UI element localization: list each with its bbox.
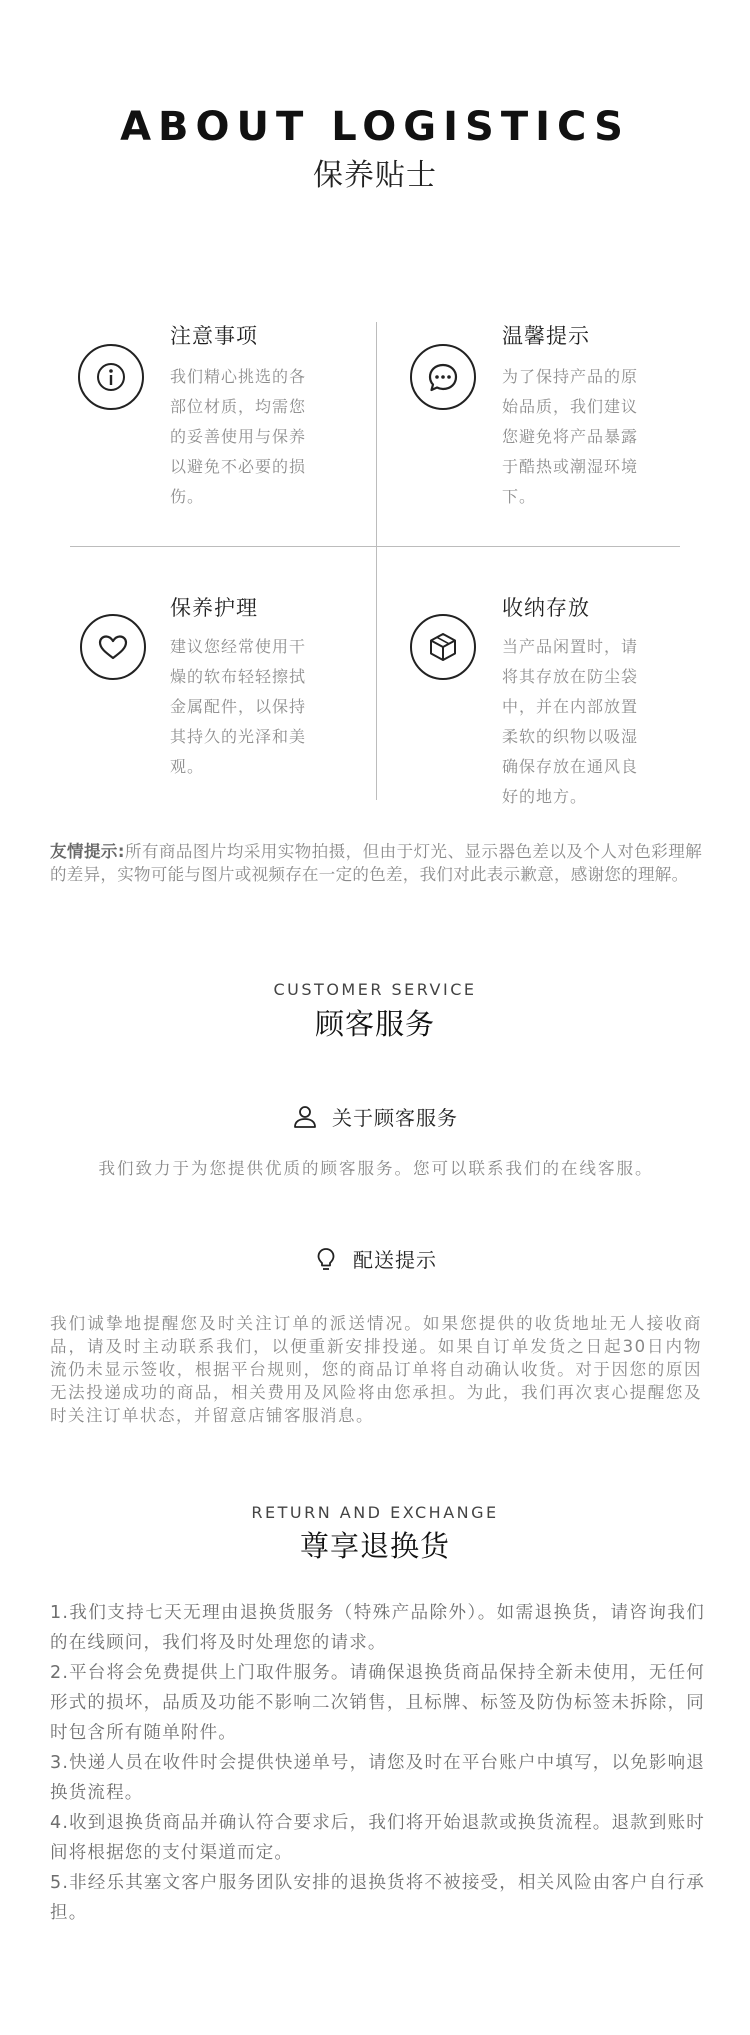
info-icon: [78, 344, 144, 410]
returns-item-3: 3.快递人员在收件时会提供快递单号，请您及时在平台账户中填写，以免影响退换货流程。: [50, 1753, 705, 1803]
heart-icon: [80, 614, 146, 680]
page-title-cn: 保养贴士: [313, 158, 437, 193]
person-icon: [292, 1104, 318, 1130]
cell-body-storage: 当产品闲置时，请 将其存放在防尘袋 中，并在内部放置 柔软的织物以吸湿 确保存放在通风良 好的地方。: [502, 637, 639, 806]
friendly-tip-label: 友情提示:: [50, 842, 125, 861]
delivery-text: 我们诚挚地提醒您及时关注订单的派送情况。如果您提供的收货地址无人接收商品，请及时主动联系我们，以便重新安排投递。如果自订单发货之日起30日内物流仍未显示签收，根据平台规则，您的商品订单将自动确认收货。对于因您的原因无法投递成功的商品，相关费用及风险将由您承担。为此，我们再次衷心提醒您及时关注订单状态，并留意店铺客服消息。: [50, 1314, 702, 1425]
cell-body-tips: 为了保持产品的原 始品质，我们建议 您避免将产品暴露 于酷热或潮湿环境 下。: [502, 367, 639, 506]
about-service-text: 我们致力于为您提供优质的顾客服务。您可以联系我们的在线客服。: [98, 1159, 654, 1178]
about-service-heading: [0, 1102, 750, 1131]
cell-body-care: 建议您经常使用干 燥的软布轻轻擦拭 金属配件，以保持 其持久的光泽和美 观。: [170, 637, 307, 776]
page-title-en: ABOUT LOGISTICS: [120, 104, 630, 150]
cell-title-storage: 收纳存放: [502, 596, 590, 620]
box-icon: [410, 614, 476, 680]
friendly-tip-text: 所有商品图片均采用实物拍摄，但由于灯光、显示器色差以及个人对色彩理解的差异，实物可能与图片或视频存在一定的色差，我们对此表示歉意，感谢您的理解。: [50, 842, 702, 884]
cell-title-tips: 温馨提示: [502, 324, 590, 348]
returns-item-1: 1.我们支持七天无理由退换货服务（特殊产品除外）。如需退换货，请咨询我们的在线顾问，我们将及时处理您的请求。: [50, 1603, 705, 1653]
returns-title-cn: 尊享退换货: [299, 1529, 450, 1563]
cell-title-care: 保养护理: [170, 596, 258, 620]
returns-title-en: RETURN AND EXCHANGE: [251, 1503, 499, 1522]
cell-body-notice: 我们精心挑选的各 部位材质，均需您 的妥善使用与保养 以避免不必要的损 伤。: [170, 367, 307, 506]
chat-bubble-icon: [410, 344, 476, 410]
returns-item-5: 5.非经乐其塞文客户服务团队安排的退换货将不被接受，相关风险由客户自行承担。: [50, 1873, 705, 1923]
friendly-tip: [50, 840, 702, 886]
delivery-heading-text: 配送提示: [353, 1248, 437, 1272]
grid-vertical-divider: [376, 322, 377, 800]
customer-service-title-cn: 顾客服务: [314, 1007, 435, 1041]
cell-title-notice: 注意事项: [170, 324, 258, 348]
returns-list: [50, 1598, 705, 1928]
grid-horizontal-divider: [70, 546, 680, 547]
lightbulb-icon: [313, 1246, 339, 1272]
returns-item-4: 4.收到退换货商品并确认符合要求后，我们将开始退款或换货流程。退款到账时间将根据您的支付渠道而定。: [50, 1813, 705, 1863]
customer-service-title-en: CUSTOMER SERVICE: [273, 980, 477, 999]
about-service-heading-text: 关于顾客服务: [332, 1106, 458, 1130]
delivery-heading: [0, 1244, 750, 1273]
returns-item-2: 2.平台将会免费提供上门取件服务。请确保退换货商品保持全新未使用，无任何形式的损坏，品质及功能不影响二次销售，且标牌、标签及防伪标签未拆除，同时包含所有随单附件。: [50, 1663, 705, 1743]
